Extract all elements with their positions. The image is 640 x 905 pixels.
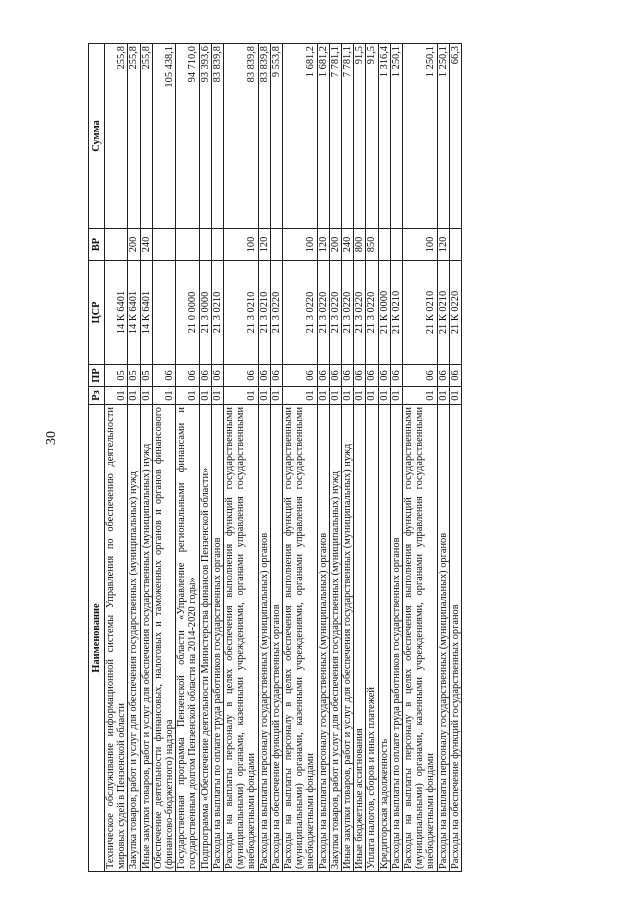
cell-vr <box>390 229 402 261</box>
table-row <box>128 44 140 872</box>
cell-vr: 240 <box>342 229 354 261</box>
cell-rz: 01 <box>317 387 329 405</box>
cell-pr: 06 <box>270 365 282 387</box>
cell-name: Расходы на выплаты персоналу в целях обеспечения выполнения функций государственными (муниципальными) органами, казенными учреждениями, органами управления государственными внебюджетными фондами <box>224 405 259 872</box>
cell-name: Техническое обслуживание информационной системы Управления по обеспечению деятельности мировых судей в Пензенской области <box>105 405 128 872</box>
cell-rz: 01 <box>449 387 461 405</box>
cell-vr <box>449 229 461 261</box>
cell-csr: 14 К 6401 <box>105 261 128 365</box>
cell-vr: 120 <box>317 229 329 261</box>
cell-csr <box>152 261 175 365</box>
cell-rz: 01 <box>283 387 318 405</box>
cell-name: Закупка товаров, работ и услуг для обеспечения государственных (муниципальных) нужд <box>329 405 341 872</box>
cell-rz: 01 <box>270 387 282 405</box>
cell-vr <box>176 229 199 261</box>
cell-rz: 01 <box>199 387 211 405</box>
cell-sum: 105 438,1 <box>152 44 175 229</box>
cell-sum: 255,8 <box>105 44 128 229</box>
cell-sum: 7 781,1 <box>342 44 354 229</box>
table-row <box>403 44 438 872</box>
cell-sum: 91,5 <box>366 44 378 229</box>
page-number: 30 <box>44 431 59 445</box>
cell-pr: 06 <box>366 365 378 387</box>
table-row <box>283 44 318 872</box>
cell-rz: 01 <box>342 387 354 405</box>
table-row <box>354 44 366 872</box>
table-row <box>329 44 341 872</box>
header-vr: ВР <box>89 229 105 261</box>
cell-sum: 1 681,2 <box>317 44 329 229</box>
table-row <box>366 44 378 872</box>
cell-sum: 83 839,8 <box>211 44 223 229</box>
cell-vr: 200 <box>329 229 341 261</box>
cell-csr: 21 К 0210 <box>437 261 449 365</box>
table-row <box>390 44 402 872</box>
cell-sum: 83 839,8 <box>224 44 259 229</box>
cell-name: Расходы на выплаты по оплате труда работников государственных органов <box>211 405 223 872</box>
cell-pr: 06 <box>211 365 223 387</box>
cell-csr: 21 3 0220 <box>270 261 282 365</box>
cell-sum: 1 250,1 <box>437 44 449 229</box>
cell-sum: 255,8 <box>140 44 152 229</box>
cell-name: Уплата налогов, сборов и иных платежей <box>366 405 378 872</box>
cell-csr: 21 0 0000 <box>176 261 199 365</box>
cell-sum: 93 393,6 <box>199 44 211 229</box>
cell-pr: 05 <box>128 365 140 387</box>
table-row <box>140 44 152 872</box>
cell-vr <box>199 229 211 261</box>
cell-rz: 01 <box>128 387 140 405</box>
cell-pr: 06 <box>390 365 402 387</box>
cell-sum: 7 781,1 <box>329 44 341 229</box>
cell-rz: 01 <box>437 387 449 405</box>
cell-name: Кредиторская задолженность <box>378 405 390 872</box>
cell-pr: 06 <box>437 365 449 387</box>
cell-pr: 06 <box>329 365 341 387</box>
cell-vr: 100 <box>224 229 259 261</box>
cell-pr: 06 <box>317 365 329 387</box>
cell-csr: 14 К 6401 <box>140 261 152 365</box>
cell-sum: 91,5 <box>354 44 366 229</box>
cell-csr: 21 3 0220 <box>366 261 378 365</box>
cell-rz: 01 <box>176 387 199 405</box>
cell-pr: 06 <box>403 365 438 387</box>
cell-csr: 21 К 0000 <box>378 261 390 365</box>
cell-vr: 800 <box>354 229 366 261</box>
cell-rz: 01 <box>354 387 366 405</box>
cell-name: Иные закупки товаров, работ и услуг для обеспечения государственных (муниципальных) нужд <box>140 405 152 872</box>
cell-vr: 850 <box>366 229 378 261</box>
cell-name: Закупка товаров, работ и услуг для обеспечения государственных (муниципальных) нужд <box>128 405 140 872</box>
table-row <box>317 44 329 872</box>
cell-vr <box>211 229 223 261</box>
cell-pr: 06 <box>283 365 318 387</box>
cell-rz: 01 <box>403 387 438 405</box>
cell-csr: 21 3 0220 <box>283 261 318 365</box>
header-pr: ПР <box>89 365 105 387</box>
cell-csr: 14 К 6401 <box>128 261 140 365</box>
budget-table-container <box>88 44 560 872</box>
cell-name: Расходы на выплаты персоналу в целях обеспечения выполнения функций государственными (муниципальными) органами, казенными учреждениями, органами управления государственными внебюджетными фондами <box>283 405 318 872</box>
cell-name: Расходы на обеспечение функций государственных органов <box>449 405 461 872</box>
cell-rz: 01 <box>105 387 128 405</box>
table-row <box>152 44 175 872</box>
cell-vr: 100 <box>403 229 438 261</box>
table-row <box>437 44 449 872</box>
cell-name: Иные закупки товаров, работ и услуг для обеспечения государственных (муниципальных) нужд <box>342 405 354 872</box>
header-name: Наименование <box>89 405 105 872</box>
cell-name: Иные бюджетные ассигнования <box>354 405 366 872</box>
cell-vr <box>270 229 282 261</box>
header-rz: Рз <box>89 387 105 405</box>
cell-vr: 120 <box>437 229 449 261</box>
budget-table <box>88 43 462 872</box>
table-row <box>378 44 390 872</box>
cell-vr: 240 <box>140 229 152 261</box>
cell-pr: 06 <box>449 365 461 387</box>
cell-rz: 01 <box>258 387 270 405</box>
cell-pr: 06 <box>224 365 259 387</box>
cell-pr: 05 <box>105 365 128 387</box>
cell-name: Обеспечение деятельности финансовых, налоговых и таможенных органов и органов финансового (финансово-бюджетного) надзора <box>152 405 175 872</box>
cell-csr: 21 3 0210 <box>224 261 259 365</box>
cell-rz: 01 <box>224 387 259 405</box>
table-row <box>199 44 211 872</box>
cell-pr: 06 <box>378 365 390 387</box>
cell-sum: 94 710,0 <box>176 44 199 229</box>
cell-name: Расходы на выплаты персоналу государственных (муниципальных) органов <box>258 405 270 872</box>
cell-name: Расходы на выплаты персоналу государственных (муниципальных) органов <box>317 405 329 872</box>
cell-sum: 1 316,4 <box>378 44 390 229</box>
cell-csr: 21 К 0210 <box>403 261 438 365</box>
cell-csr: 21 К 0220 <box>449 261 461 365</box>
table-row <box>176 44 199 872</box>
cell-csr: 21 К 0210 <box>390 261 402 365</box>
cell-csr: 21 3 0220 <box>342 261 354 365</box>
cell-sum: 83 839,8 <box>258 44 270 229</box>
cell-rz: 01 <box>329 387 341 405</box>
cell-pr: 06 <box>199 365 211 387</box>
table-row <box>105 44 128 872</box>
cell-name: Расходы на выплаты персоналу государственных (муниципальных) органов <box>437 405 449 872</box>
cell-rz: 01 <box>140 387 152 405</box>
cell-vr <box>105 229 128 261</box>
cell-name: Расходы на выплаты по оплате труда работников государственных органов <box>390 405 402 872</box>
table-body <box>105 44 462 872</box>
table-row <box>449 44 461 872</box>
table-row <box>270 44 282 872</box>
table-row <box>342 44 354 872</box>
cell-csr: 21 3 0210 <box>211 261 223 365</box>
cell-vr <box>378 229 390 261</box>
cell-pr: 06 <box>342 365 354 387</box>
cell-sum: 66,3 <box>449 44 461 229</box>
cell-pr: 06 <box>152 365 175 387</box>
cell-name: Государственная программа Пензенской области «Управление региональными финансами и государственным долгом Пензенской области на 2014-2020 годы» <box>176 405 199 872</box>
cell-rz: 01 <box>211 387 223 405</box>
cell-name: Расходы на выплаты персоналу в целях обеспечения выполнения функций государственными (муниципальными) органами, казенными учреждениями, органами управления государственными внебюджетными фондами <box>403 405 438 872</box>
cell-csr: 21 3 0220 <box>317 261 329 365</box>
cell-sum: 255,8 <box>128 44 140 229</box>
cell-vr: 100 <box>283 229 318 261</box>
header-csr: ЦСР <box>89 261 105 365</box>
cell-sum: 1 250,1 <box>403 44 438 229</box>
cell-rz: 01 <box>152 387 175 405</box>
table-row <box>224 44 259 872</box>
cell-csr: 21 3 0220 <box>329 261 341 365</box>
cell-vr: 200 <box>128 229 140 261</box>
cell-vr: 120 <box>258 229 270 261</box>
cell-name: Расходы на обеспечение функций государственных органов <box>270 405 282 872</box>
cell-sum: 1 681,2 <box>283 44 318 229</box>
table-header-row <box>89 44 105 872</box>
cell-rz: 01 <box>390 387 402 405</box>
cell-sum: 1 250,1 <box>390 44 402 229</box>
cell-csr: 21 3 0000 <box>199 261 211 365</box>
cell-csr: 21 3 0220 <box>354 261 366 365</box>
cell-rz: 01 <box>366 387 378 405</box>
cell-pr: 06 <box>176 365 199 387</box>
cell-rz: 01 <box>378 387 390 405</box>
cell-csr: 21 3 0210 <box>258 261 270 365</box>
cell-name: Подпрограмма «Обеспечение деятельности Министерства финансов Пензенской области» <box>199 405 211 872</box>
table-row <box>258 44 270 872</box>
cell-pr: 06 <box>354 365 366 387</box>
table-row <box>211 44 223 872</box>
cell-sum: 9 553,8 <box>270 44 282 229</box>
cell-pr: 06 <box>258 365 270 387</box>
cell-vr <box>152 229 175 261</box>
header-sum: Сумма <box>89 44 105 229</box>
cell-pr: 05 <box>140 365 152 387</box>
